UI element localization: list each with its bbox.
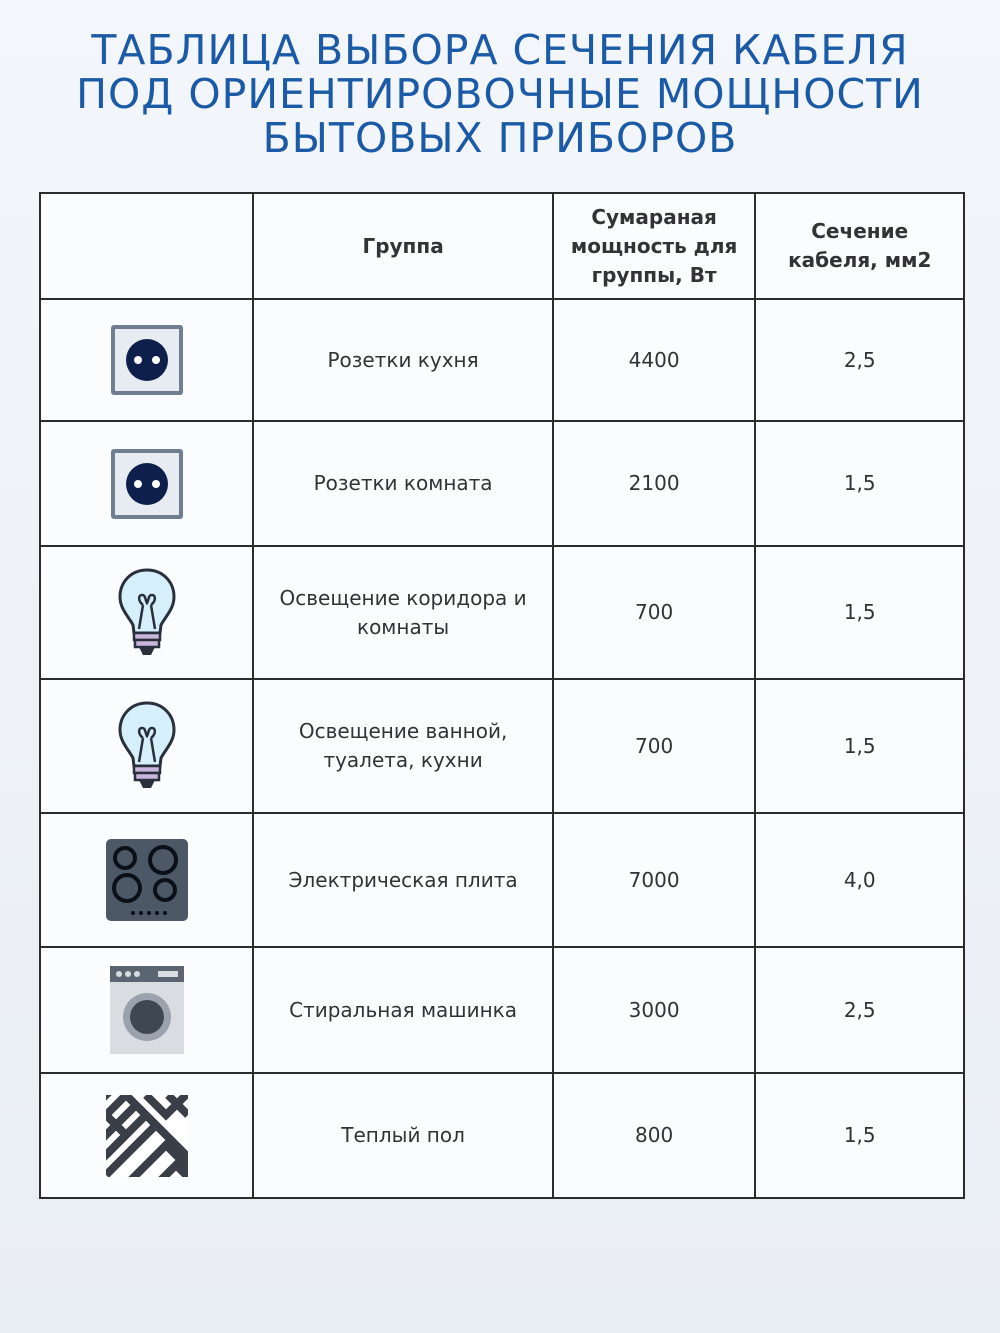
table-row (40, 1073, 964, 1198)
socket-icon (110, 448, 184, 520)
row-power: 3000 (553, 947, 756, 1073)
row-section: 4,0 (755, 813, 964, 947)
table-row (40, 813, 964, 947)
washing-machine-icon (110, 966, 184, 1054)
row-group: Освещение ванной, туалета, кухни (253, 679, 552, 813)
row-icon-cell (40, 813, 253, 947)
row-power: 2100 (553, 421, 756, 546)
row-section: 1,5 (755, 679, 964, 813)
table-header-row (40, 193, 964, 299)
row-section: 2,5 (755, 947, 964, 1073)
row-icon-cell (40, 679, 253, 813)
header-group: Группа (253, 193, 552, 299)
light-bulb-icon (117, 567, 177, 659)
title-line-1: ТАБЛИЦА ВЫБОРА СЕЧЕНИЯ КАБЕЛЯ (91, 26, 909, 74)
row-section: 2,5 (755, 299, 964, 421)
table-row (40, 679, 964, 813)
row-group: Освещение коридора и комнаты (253, 546, 552, 679)
row-group: Розетки комната (253, 421, 552, 546)
row-power: 4400 (553, 299, 756, 421)
table-row (40, 421, 964, 546)
row-section: 1,5 (755, 421, 964, 546)
table-row (40, 299, 964, 421)
row-group: Электрическая плита (253, 813, 552, 947)
table-row (40, 947, 964, 1073)
electric-stove-icon (105, 838, 189, 922)
light-bulb-icon (117, 700, 177, 792)
row-group: Розетки кухня (253, 299, 552, 421)
row-icon-cell (40, 421, 253, 546)
row-section: 1,5 (755, 546, 964, 679)
herringbone-floor-icon (106, 1095, 188, 1177)
header-power: Сумараная мощность для группы, Вт (553, 193, 756, 299)
cable-section-table (39, 192, 965, 1199)
row-section: 1,5 (755, 1073, 964, 1198)
title-line-2: ПОД ОРИЕНТИРОВОЧНЫЕ МОЩНОСТИ (76, 70, 924, 118)
row-icon-cell (40, 299, 253, 421)
row-power: 700 (553, 546, 756, 679)
page-title (0, 28, 1000, 160)
row-icon-cell (40, 546, 253, 679)
socket-icon (110, 324, 184, 396)
row-icon-cell (40, 1073, 253, 1198)
table-row (40, 546, 964, 679)
header-icon (40, 193, 253, 299)
header-section: Сечение кабеля, мм2 (755, 193, 964, 299)
row-power: 800 (553, 1073, 756, 1198)
row-icon-cell (40, 947, 253, 1073)
row-group: Теплый пол (253, 1073, 552, 1198)
row-group: Стиральная машинка (253, 947, 552, 1073)
row-power: 7000 (553, 813, 756, 947)
title-line-3: БЫТОВЫХ ПРИБОРОВ (262, 114, 738, 162)
row-power: 700 (553, 679, 756, 813)
